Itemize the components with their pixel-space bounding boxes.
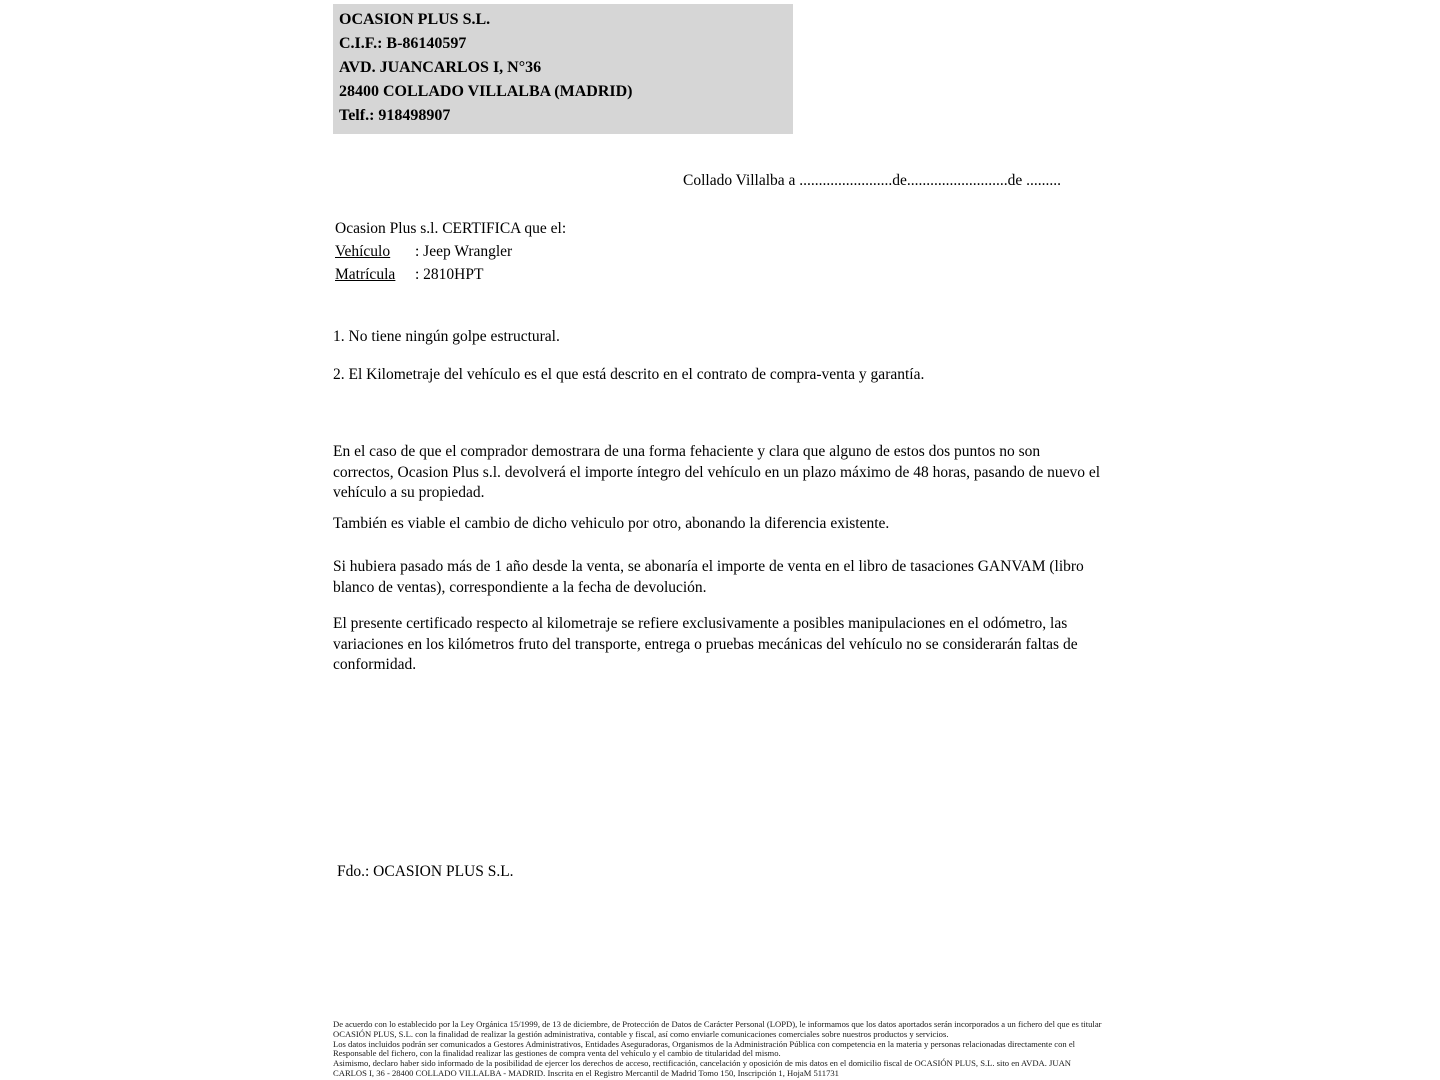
company-header-box — [333, 4, 793, 134]
paragraph-exchange: También es viable el cambio de dicho vehiculo por otro, abonando la diferencia existente. — [333, 515, 890, 532]
plate-row — [335, 263, 566, 286]
point-1: 1. No tiene ningún golpe estructural. — [333, 328, 560, 345]
plate-value: : 2810HPT — [415, 266, 484, 283]
vehicle-label: Vehículo — [335, 243, 391, 260]
company-name: OCASION PLUS S.L. — [339, 11, 491, 28]
point-2: 2. El Kilometraje del vehículo es el que está descrito en el contrato de compra-venta y garantía. — [333, 366, 925, 383]
signature-line: Fdo.: OCASION PLUS S.L. — [337, 863, 514, 880]
footer-line: De acuerdo con lo establecido por la Ley Orgánica 15/1999, de 13 de diciembre, de Protección de Datos de Carácter Personal (LOPD), le informamos que los datos aportados serán incorporados a un fichero del que es titular — [333, 1019, 1102, 1029]
date-line: Collado Villalba a ........................de..........................de ......... — [683, 172, 1062, 189]
paragraph-ganvam: Si hubiera pasado más de 1 año desde la venta, se abonaría el importe de venta en el libro de tasaciones GANVAM (libro blanco de ventas), correspondiente a la fecha de devolución. — [333, 558, 1084, 596]
company-phone: Telf.: 918498907 — [339, 107, 451, 124]
footer-line: Asimismo, declaro haber sido informado de la posibilidad de ejercer los derechos de acceso, rectificación, cancelación y oposición de mis datos en el domicilio fiscal de OCASIÓN PLUS, S.L. sito en AVDA. JUAN — [333, 1058, 1072, 1069]
company-cif: C.I.F.: B-86140597 — [339, 35, 467, 52]
paragraph-refund: En el caso de que el comprador demostrara de una forma fehaciente y clara que alguno de estos dos puntos no son correctos, Ocasion Plus s.l. devolverá el importe íntegro del vehículo en un plazo máximo de 48 horas, pasando de nuevo el vehículo a su propiedad. — [333, 443, 1101, 501]
footer-line: CARLOS I, 36 - 28400 COLLADO VILLALBA - MADRID. Inscrita en el Registro Mercantil de Madrid Tomo 150, Inscripción 1, HojaM 511731 — [333, 1067, 839, 1078]
legal-footer — [333, 1020, 1108, 1079]
footer-line: Los datos incluidos podrán ser comunicados a Gestores Administrativos, Entidades Aseguradoras, Organismos de la Administración Pública con competencia en la materia y personas relacionadas directamente con el — [333, 1038, 1076, 1049]
footer-line: Responsable del fichero, con la finalidad realizar las gestiones de compra venta del vehículo y el cambio de titularidad del mismo. — [333, 1048, 781, 1059]
vehicle-value: : Jeep Wrangler — [415, 243, 513, 260]
footer-line: OCASIÓN PLUS, S.L. con la finalidad de realizar la gestión administrativa, contable y fiscal, así como enviarle comunicaciones comerciales sobre nuestros productos y servicios. — [333, 1028, 949, 1039]
paragraph-odometer: El presente certificado respecto al kilometraje se refiere exclusivamente a posibles manipulaciones en el odómetro, las variaciones en los kilómetros fruto del transporte, entrega o pruebas mecánicas del vehículo no se considerarán faltas de conformidad. — [333, 615, 1078, 673]
company-city: 28400 COLLADO VILLALBA (MADRID) — [339, 83, 633, 100]
company-address: AVD. JUANCARLOS I, N°36 — [339, 59, 542, 76]
certifica-heading: Ocasion Plus s.l. CERTIFICA que el: — [335, 220, 567, 237]
certificate-block — [335, 217, 566, 286]
plate-label: Matrícula — [335, 266, 396, 283]
vehicle-row — [335, 240, 566, 263]
